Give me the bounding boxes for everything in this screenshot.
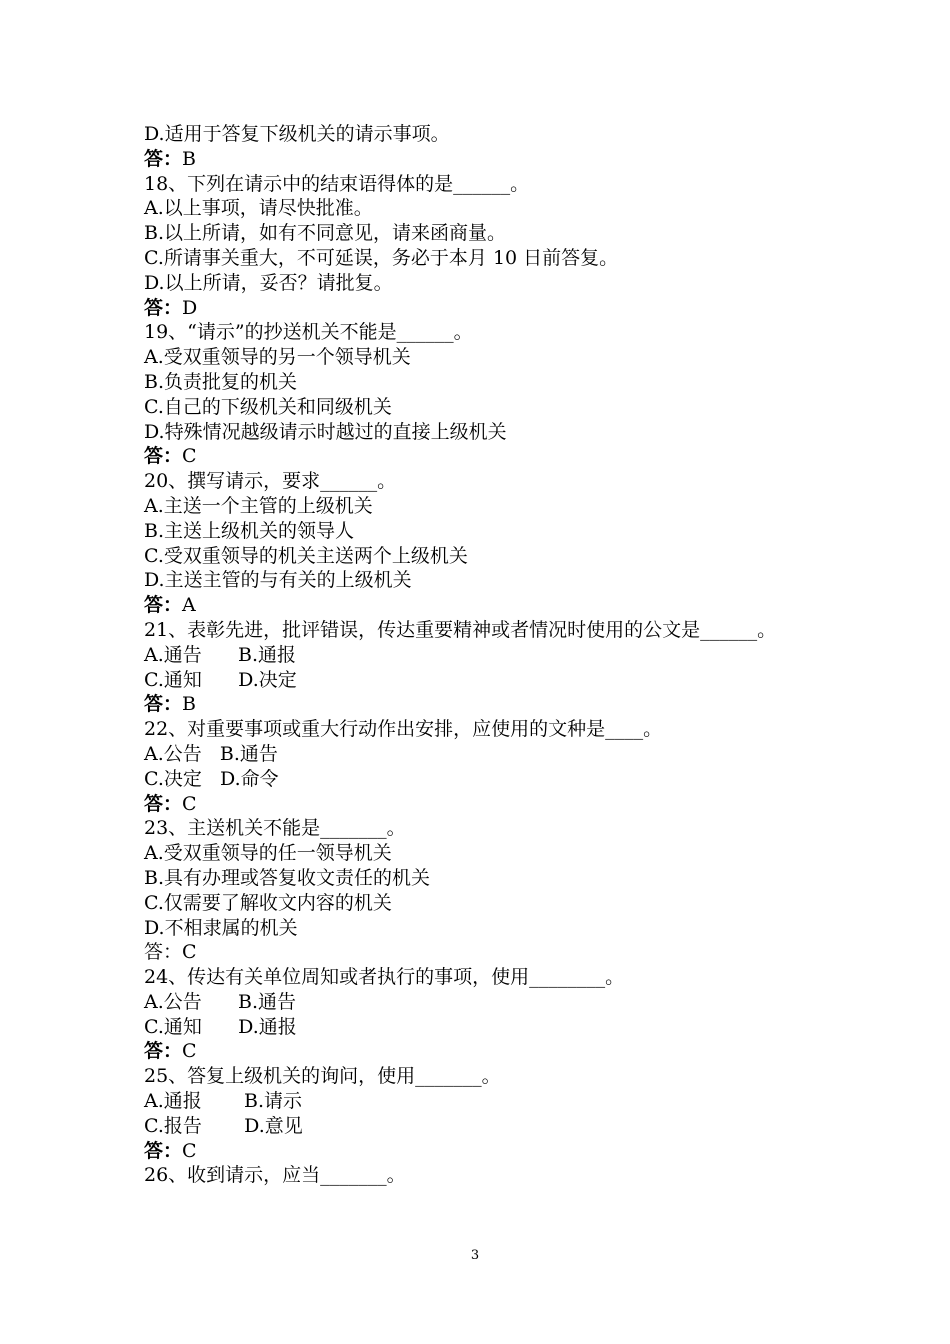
answer-value: C: [182, 1040, 197, 1063]
text-line: [144, 816, 824, 841]
line-text: D.特殊情况越级请示时越过的直接上级机关: [144, 420, 507, 443]
line-text: A.公告 B.通告: [144, 742, 278, 765]
text-line: [144, 618, 824, 643]
text-line: [144, 271, 824, 296]
answer-value: C: [182, 792, 197, 815]
line-text: 18、下列在请示中的结束语得体的是______。: [144, 172, 530, 195]
line-text: B.以上所请，如有不同意见，请来函商量。: [144, 222, 507, 245]
page-number: 3: [470, 1248, 480, 1263]
answer-line: [144, 692, 824, 717]
line-text: 21、表彰先进，批评错误，传达重要精神或者情况时使用的公文是______。: [144, 618, 777, 641]
answer-label: 答：: [144, 792, 183, 815]
answer-line: [144, 1139, 824, 1164]
line-text: C.通知 D.通报: [144, 1015, 297, 1038]
text-line: [144, 370, 824, 395]
text-line: [144, 1064, 824, 1089]
text-line: [144, 767, 824, 792]
line-text: 22、对重要事项或重大行动作出安排，应使用的文种是____。: [144, 718, 663, 741]
answer-label: 答：: [144, 1139, 183, 1162]
answer-value: A: [182, 594, 196, 617]
line-text: D.以上所请，妥否？请批复。: [144, 271, 393, 294]
text-line: [144, 1015, 824, 1040]
answer-line: [144, 296, 824, 321]
text-line: [144, 172, 824, 197]
text-line: [144, 916, 824, 941]
text-line: [144, 395, 824, 420]
line-text: A.受双重领导的任一领导机关: [144, 842, 392, 865]
line-text: A.通报 B.请示: [144, 1090, 303, 1113]
answer-value: D: [182, 296, 198, 319]
line-text: C.报告 D.意见: [144, 1114, 303, 1137]
text-line: [144, 246, 824, 271]
text-line: [144, 122, 824, 147]
line-text: C.决定 D.命令: [144, 767, 279, 790]
answer-value: C: [182, 1139, 197, 1162]
line-text: C.所请事关重大，不可延误，务必于本月 10 日前答复。: [144, 246, 619, 269]
text-line: [144, 420, 824, 445]
line-text: 答：C: [144, 941, 197, 964]
line-text: A.以上事项，请尽快批准。: [144, 197, 373, 220]
text-line: [144, 568, 824, 593]
answer-line: [144, 444, 824, 469]
text-line: [144, 469, 824, 494]
answer-label: 答：: [144, 445, 183, 468]
line-text: 19、“请示”的抄送机关不能是______。: [144, 321, 473, 344]
answer-label: 答：: [144, 693, 183, 716]
text-line: [144, 1163, 824, 1188]
text-line: [144, 643, 824, 668]
text-line: [144, 717, 824, 742]
text-line: [144, 742, 824, 767]
line-text: B.具有办理或答复收文责任的机关: [144, 866, 431, 889]
line-text: 26、收到请示，应当_______。: [144, 1164, 406, 1187]
line-text: C.自己的下级机关和同级机关: [144, 395, 392, 418]
answer-label: 答：: [144, 147, 183, 170]
text-line: [144, 940, 824, 965]
line-text: 23、主送机关不能是_______。: [144, 817, 406, 840]
line-text: 24、传达有关单位周知或者执行的事项，使用________。: [144, 966, 625, 989]
answer-value: B: [182, 147, 196, 170]
answer-label: 答：: [144, 296, 183, 319]
answer-value: B: [182, 693, 196, 716]
text-line: [144, 841, 824, 866]
line-text: D.适用于答复下级机关的请示事项。: [144, 123, 450, 145]
line-text: B.负责批复的机关: [144, 370, 298, 393]
text-line: [144, 965, 824, 990]
text-line: [144, 345, 824, 370]
answer-line: [144, 1039, 824, 1064]
text-line: [144, 866, 824, 891]
line-text: D.不相隶属的机关: [144, 916, 298, 939]
text-line: [144, 196, 824, 221]
text-line: [144, 221, 824, 246]
text-line: [144, 668, 824, 693]
line-text: D.主送主管的与有关的上级机关: [144, 569, 412, 592]
line-text: C.通知 D.决定: [144, 668, 297, 691]
answer-line: [144, 593, 824, 618]
line-text: A.公告 B.通告: [144, 990, 297, 1013]
line-text: C.仅需要了解收文内容的机关: [144, 891, 392, 914]
answer-label: 答：: [144, 1040, 183, 1063]
text-line: [144, 1114, 824, 1139]
text-line: [144, 320, 824, 345]
document-body: [144, 122, 824, 1188]
text-line: [144, 1089, 824, 1114]
text-line: [144, 544, 824, 569]
text-line: [144, 990, 824, 1015]
answer-value: C: [182, 445, 197, 468]
text-line: [144, 891, 824, 916]
line-text: 20、撰写请示，要求______。: [144, 470, 397, 493]
text-line: [144, 494, 824, 519]
line-text: B.主送上级机关的领导人: [144, 519, 355, 542]
text-line: [144, 519, 824, 544]
line-text: 25、答复上级机关的询问，使用_______。: [144, 1065, 501, 1088]
answer-line: [144, 792, 824, 817]
line-text: A.主送一个主管的上级机关: [144, 494, 373, 517]
line-text: C.受双重领导的机关主送两个上级机关: [144, 544, 468, 567]
answer-label: 答：: [144, 594, 183, 617]
line-text: A.受双重领导的另一个领导机关: [144, 346, 411, 369]
line-text: A.通告 B.通报: [144, 643, 297, 666]
answer-line: [144, 147, 824, 172]
